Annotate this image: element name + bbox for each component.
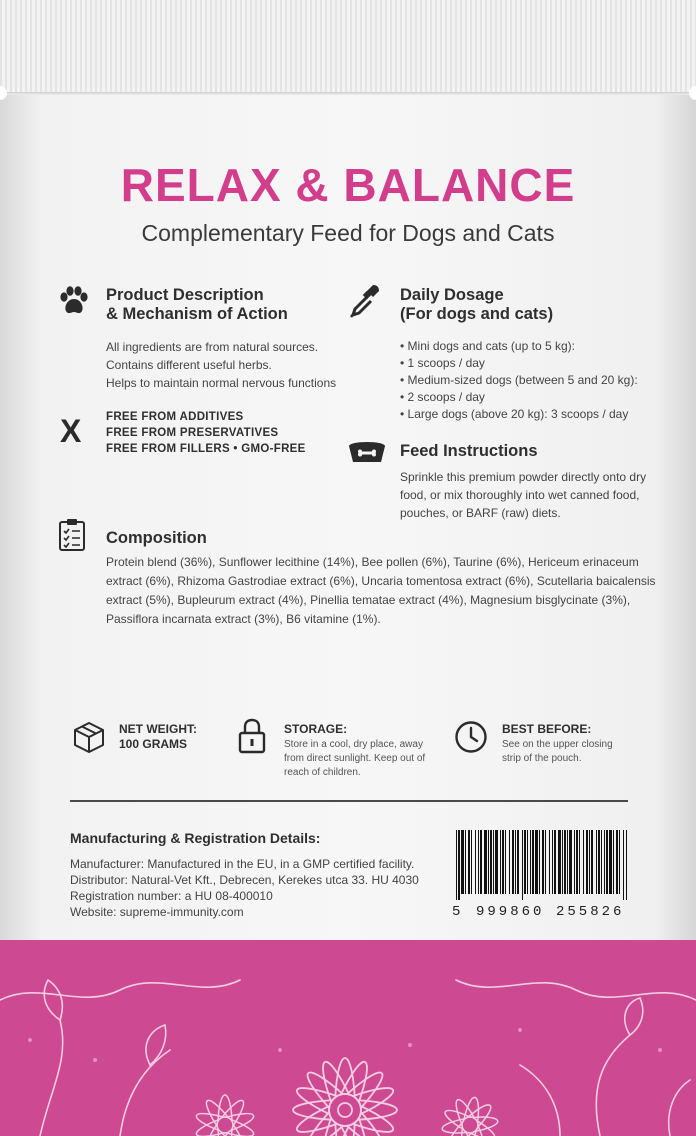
barcode-bar [545,830,546,894]
barcode-bar [552,830,553,894]
barcode-bar [558,830,561,894]
text-line: extract (5%), Bupleurum extract (4%), Pinellia tematae extract (4%), Magnesium bisglycinate (3%), [106,593,631,607]
barcode-bar [515,830,516,894]
section-divider [70,800,628,802]
box-icon [72,720,106,754]
barcode-bar [598,830,600,894]
best-before-label: BEST BEFORE: [502,722,592,736]
barcode-bar [478,830,479,894]
free-from-item: FREE FROM ADDITIVES [106,411,244,423]
barcode-bar [530,830,531,894]
top-seal-strip [0,0,696,92]
barcode-left-group: 999860 [476,904,545,920]
text-line: Protein blend (36%), Sunflower lecithine (14%), Bee pollen (6%), Taurine (6%), Hericeum erinaceum [106,555,639,569]
text-line: strip of the pouch. [502,753,582,764]
label-line: NET WEIGHT: [119,722,197,736]
barcode-bar [567,830,568,894]
padlock-icon [238,718,266,754]
barcode-bar [586,830,588,894]
dosage-item [400,372,638,389]
manufacturer-line: Manufacturer: Manufactured in the EU, in a GMP certified facility. [70,857,415,871]
barcode-bar [539,830,540,894]
tear-notch-right [689,86,696,100]
daily-dosage-heading [400,286,553,324]
food-bowl-icon [347,438,387,466]
dosage-text: Mini dogs and cats (up to 5 kg): [407,339,575,353]
barcode-bar [490,830,492,894]
dosage-item [400,338,638,355]
dosage-text: Medium-sized dogs (between 5 and 20 kg): [407,373,638,387]
registration-line: Registration number: a HU 08-400010 [70,889,273,903]
barcode-bar [475,830,476,894]
barcode-bar [579,830,580,894]
text-line: All ingredients are from natural sources. [106,340,319,354]
text-line: Store in a cool, dry place, away [284,739,423,750]
heading-line: & Mechanism of Action [106,305,288,323]
dosage-item-cont [400,355,638,372]
barcode-bar [604,830,605,894]
barcode-bar [527,830,528,894]
free-from-item: FREE FROM FILLERS • GMO-FREE [106,443,306,455]
barcode-bar [591,830,593,894]
barcode [448,830,628,926]
text-line: Passiflora incarnata extract (3%), B6 vitamine (1%). [106,612,381,626]
barcode-bar [576,830,578,894]
barcode-bar [495,830,498,894]
text-line: Helps to maintain normal nervous functions [106,376,337,390]
barcode-bar [468,830,470,894]
barcode-bar [542,830,544,894]
text-line: Contains different useful herbs. [106,358,272,372]
barcode-bar [471,830,472,894]
barcode-bar [583,830,584,894]
product-description-text [106,338,336,392]
feed-instructions-heading: Feed Instructions [400,442,538,460]
product-title: RELAX & BALANCE [120,159,576,211]
storage-text [284,738,425,780]
barcode-bar [574,830,575,894]
dosage-list [400,338,638,423]
barcode-first-digit: 5 [452,904,461,920]
composition-heading: Composition [106,529,207,547]
x-icon: X [60,413,82,449]
dosage-item [400,406,638,423]
storage-label: STORAGE: [284,722,348,736]
barcode-bar [589,830,590,894]
dropper-icon [347,283,381,319]
barcode-bar [456,830,457,900]
barcode-bar [609,830,612,894]
clipboard-checklist-icon [58,518,86,552]
heading-line: Daily Dosage [400,286,504,304]
barcode-bar [502,830,504,894]
barcode-right-group: 255826 [556,904,625,920]
text-line: pouches, or BARF (raw) diets. [400,506,561,520]
text-line: reach of children. [284,767,361,778]
dosage-text: 1 scoops / day [407,356,485,370]
text-line: See on the upper closing [502,739,613,750]
barcode-bar [500,830,501,894]
dosage-text: Large dogs (above 20 kg): 3 scoops / day [407,407,629,421]
barcode-bar [601,830,602,894]
barcode-bar [488,830,489,894]
barcode-bar [512,830,514,894]
barcode-bar [480,830,482,894]
label-line: 100 GRAMS [119,737,188,751]
manufacturing-heading: Manufacturing & Registration Details: [70,830,321,846]
text-line: extract (6%), Rhizoma Gastrodiae extract (6%), Uncaria tomentosa extract (6%), Scutellaria baicalensis [106,574,656,588]
barcode-bar [461,830,464,894]
barcode-bar [623,830,624,900]
barcode-bar [596,830,597,894]
barcode-bar [484,830,487,894]
free-from-list [106,409,306,457]
barcode-bar [616,830,618,894]
barcode-bar [549,830,550,894]
text-line: Sprinkle this premium powder directly onto dry [400,470,647,484]
barcode-bar [554,830,556,894]
seal-edge [0,92,696,95]
distributor-line: Distributor: Natural-Vet Kft., Debrecen, Kerekes utca 33. HU 4030 [70,873,419,887]
net-weight-label [119,722,197,752]
text-line: food, or mix thoroughly into wet canned food, [400,488,640,502]
product-subtitle: Complementary Feed for Dogs and Cats [141,220,555,246]
text-line: from direct sunlight. Keep out of [284,753,426,764]
best-before-text [502,738,613,766]
barcode-bar [458,830,460,900]
product-description-heading [106,286,288,324]
composition-text [106,553,656,629]
free-from-item: FREE FROM PRESERVATIVES [106,427,279,439]
floral-illustration [0,940,696,1136]
barcode-bar [626,830,627,900]
floral-pattern-band [0,940,696,1136]
barcode-bar [493,830,494,894]
heading-line: Product Description [106,286,264,304]
barcode-bar [564,830,566,894]
barcode-bar [619,830,620,894]
barcode-bars [456,830,628,900]
barcode-bar [569,830,572,894]
feed-instructions-text [400,468,646,522]
dosage-text: 2 scoops / day [407,390,485,404]
heading-line: (For dogs and cats) [400,305,554,323]
barcode-bar [562,830,563,894]
clock-icon [454,720,488,754]
barcode-bar [465,830,466,894]
barcode-bar [606,830,608,894]
barcode-bar [535,830,538,894]
barcode-bar [517,830,519,894]
barcode-bar [522,830,523,900]
barcode-bar [524,830,526,894]
barcode-bar [532,830,534,894]
barcode-bar [505,830,506,894]
paw-icon [57,285,91,317]
barcode-bar [613,830,614,894]
dosage-item-cont [400,389,638,406]
website-line: Website: supreme-immunity.com [70,905,244,919]
barcode-bar [509,830,510,894]
